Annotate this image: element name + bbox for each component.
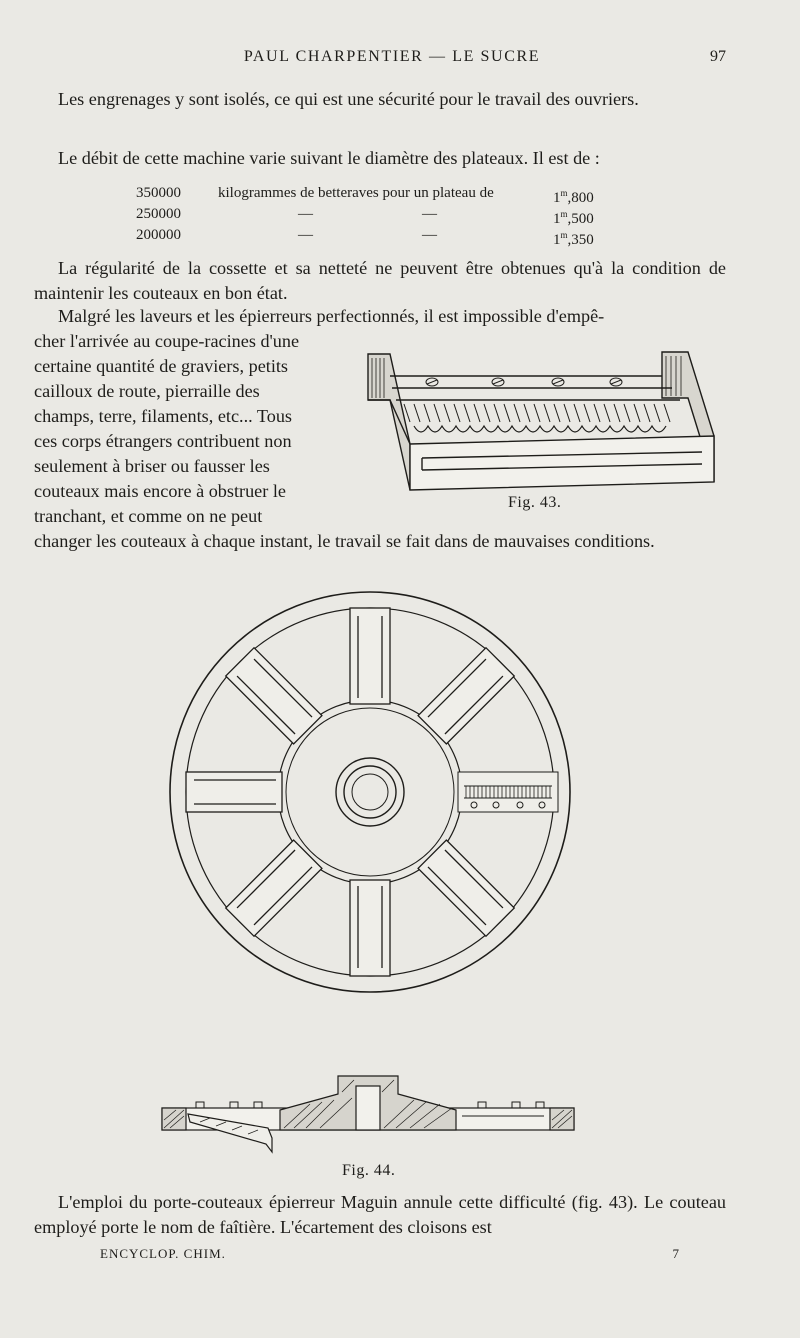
paragraph-2: Le débit de cette machine varie suivant le diamètre des plateaux. Il est de : xyxy=(58,148,600,168)
table-row xyxy=(136,183,616,204)
table-quantity: 350000 xyxy=(136,185,181,201)
running-title: PAUL CHARPENTIER — LE SUCRE xyxy=(243,48,541,65)
table-row xyxy=(136,204,616,225)
yield-table xyxy=(136,183,616,246)
fig44-caption: Fig. 44. xyxy=(342,1162,396,1179)
ditto-mark: — xyxy=(298,206,313,222)
fig44-disc-section xyxy=(160,1072,576,1158)
page-footer xyxy=(100,1246,680,1262)
ditto-mark: — xyxy=(422,227,437,243)
wrapped-line: certaine quantité de graviers, petits xyxy=(34,356,289,376)
page-number: 97 xyxy=(710,48,726,65)
fig44-disc-plan xyxy=(168,590,572,994)
wrapped-line: couteaux mais encore à obstruer le xyxy=(34,481,286,501)
footer-sheet-number: 7 xyxy=(672,1246,680,1261)
paragraph-1: Les engrenages y sont isolés, ce qui est une sécurité pour le travail des ouvriers. xyxy=(58,89,639,109)
ditto-mark: — xyxy=(422,206,437,222)
paragraph-5: L'emploi du porte-couteaux épierreur Maguin annule cette difficulté (fig. 43). Le couteau employé porte le nom de faîtière. L'écartement des cloisons est xyxy=(34,1192,726,1237)
table-quantity: 200000 xyxy=(136,227,181,243)
table-text: kilogrammes de betteraves pour un plateau de xyxy=(218,185,494,201)
wrapped-line: seulement à briser ou fausser les xyxy=(34,456,270,476)
ditto-mark: — xyxy=(298,227,313,243)
table-row xyxy=(136,225,616,246)
fig43-illustration xyxy=(362,348,722,498)
table-quantity: 250000 xyxy=(136,206,181,222)
wrapped-line: cher l'arrivée au coupe-racines d'une xyxy=(34,331,300,351)
table-diameter: 1$^m$,350 xyxy=(553,230,594,248)
wrapped-line: tranchant, et comme on ne peut xyxy=(34,506,263,526)
running-header xyxy=(58,46,726,72)
paragraph-3: La régularité de la cossette et sa netteté ne peuvent être obtenues qu'à la condition de maintenir les couteaux en bon état. xyxy=(34,258,726,303)
fig43-caption: Fig. 43. xyxy=(508,494,562,511)
paragraph-4-first-line: Malgré les laveurs et les épierreurs perfectionnés, il est impossible d'empê- xyxy=(58,306,605,326)
wrapped-line: ces corps étrangers contribuent non xyxy=(34,431,292,451)
wrapped-line: cailloux de route, pierraille des xyxy=(34,381,260,401)
table-diameter: 1$^m$,500 xyxy=(553,209,594,227)
paragraph-4-end: changer les couteaux à chaque instant, le travail se fait dans de mauvaises conditions. xyxy=(34,531,655,551)
table-diameter: 1$^m$,800 xyxy=(553,188,594,206)
paragraph-4-wrapped xyxy=(34,329,350,529)
wrapped-line: champs, terre, filaments, etc... Tous xyxy=(34,406,292,426)
footer-signature-mark: ENCYCLOP. CHIM. xyxy=(100,1246,226,1261)
